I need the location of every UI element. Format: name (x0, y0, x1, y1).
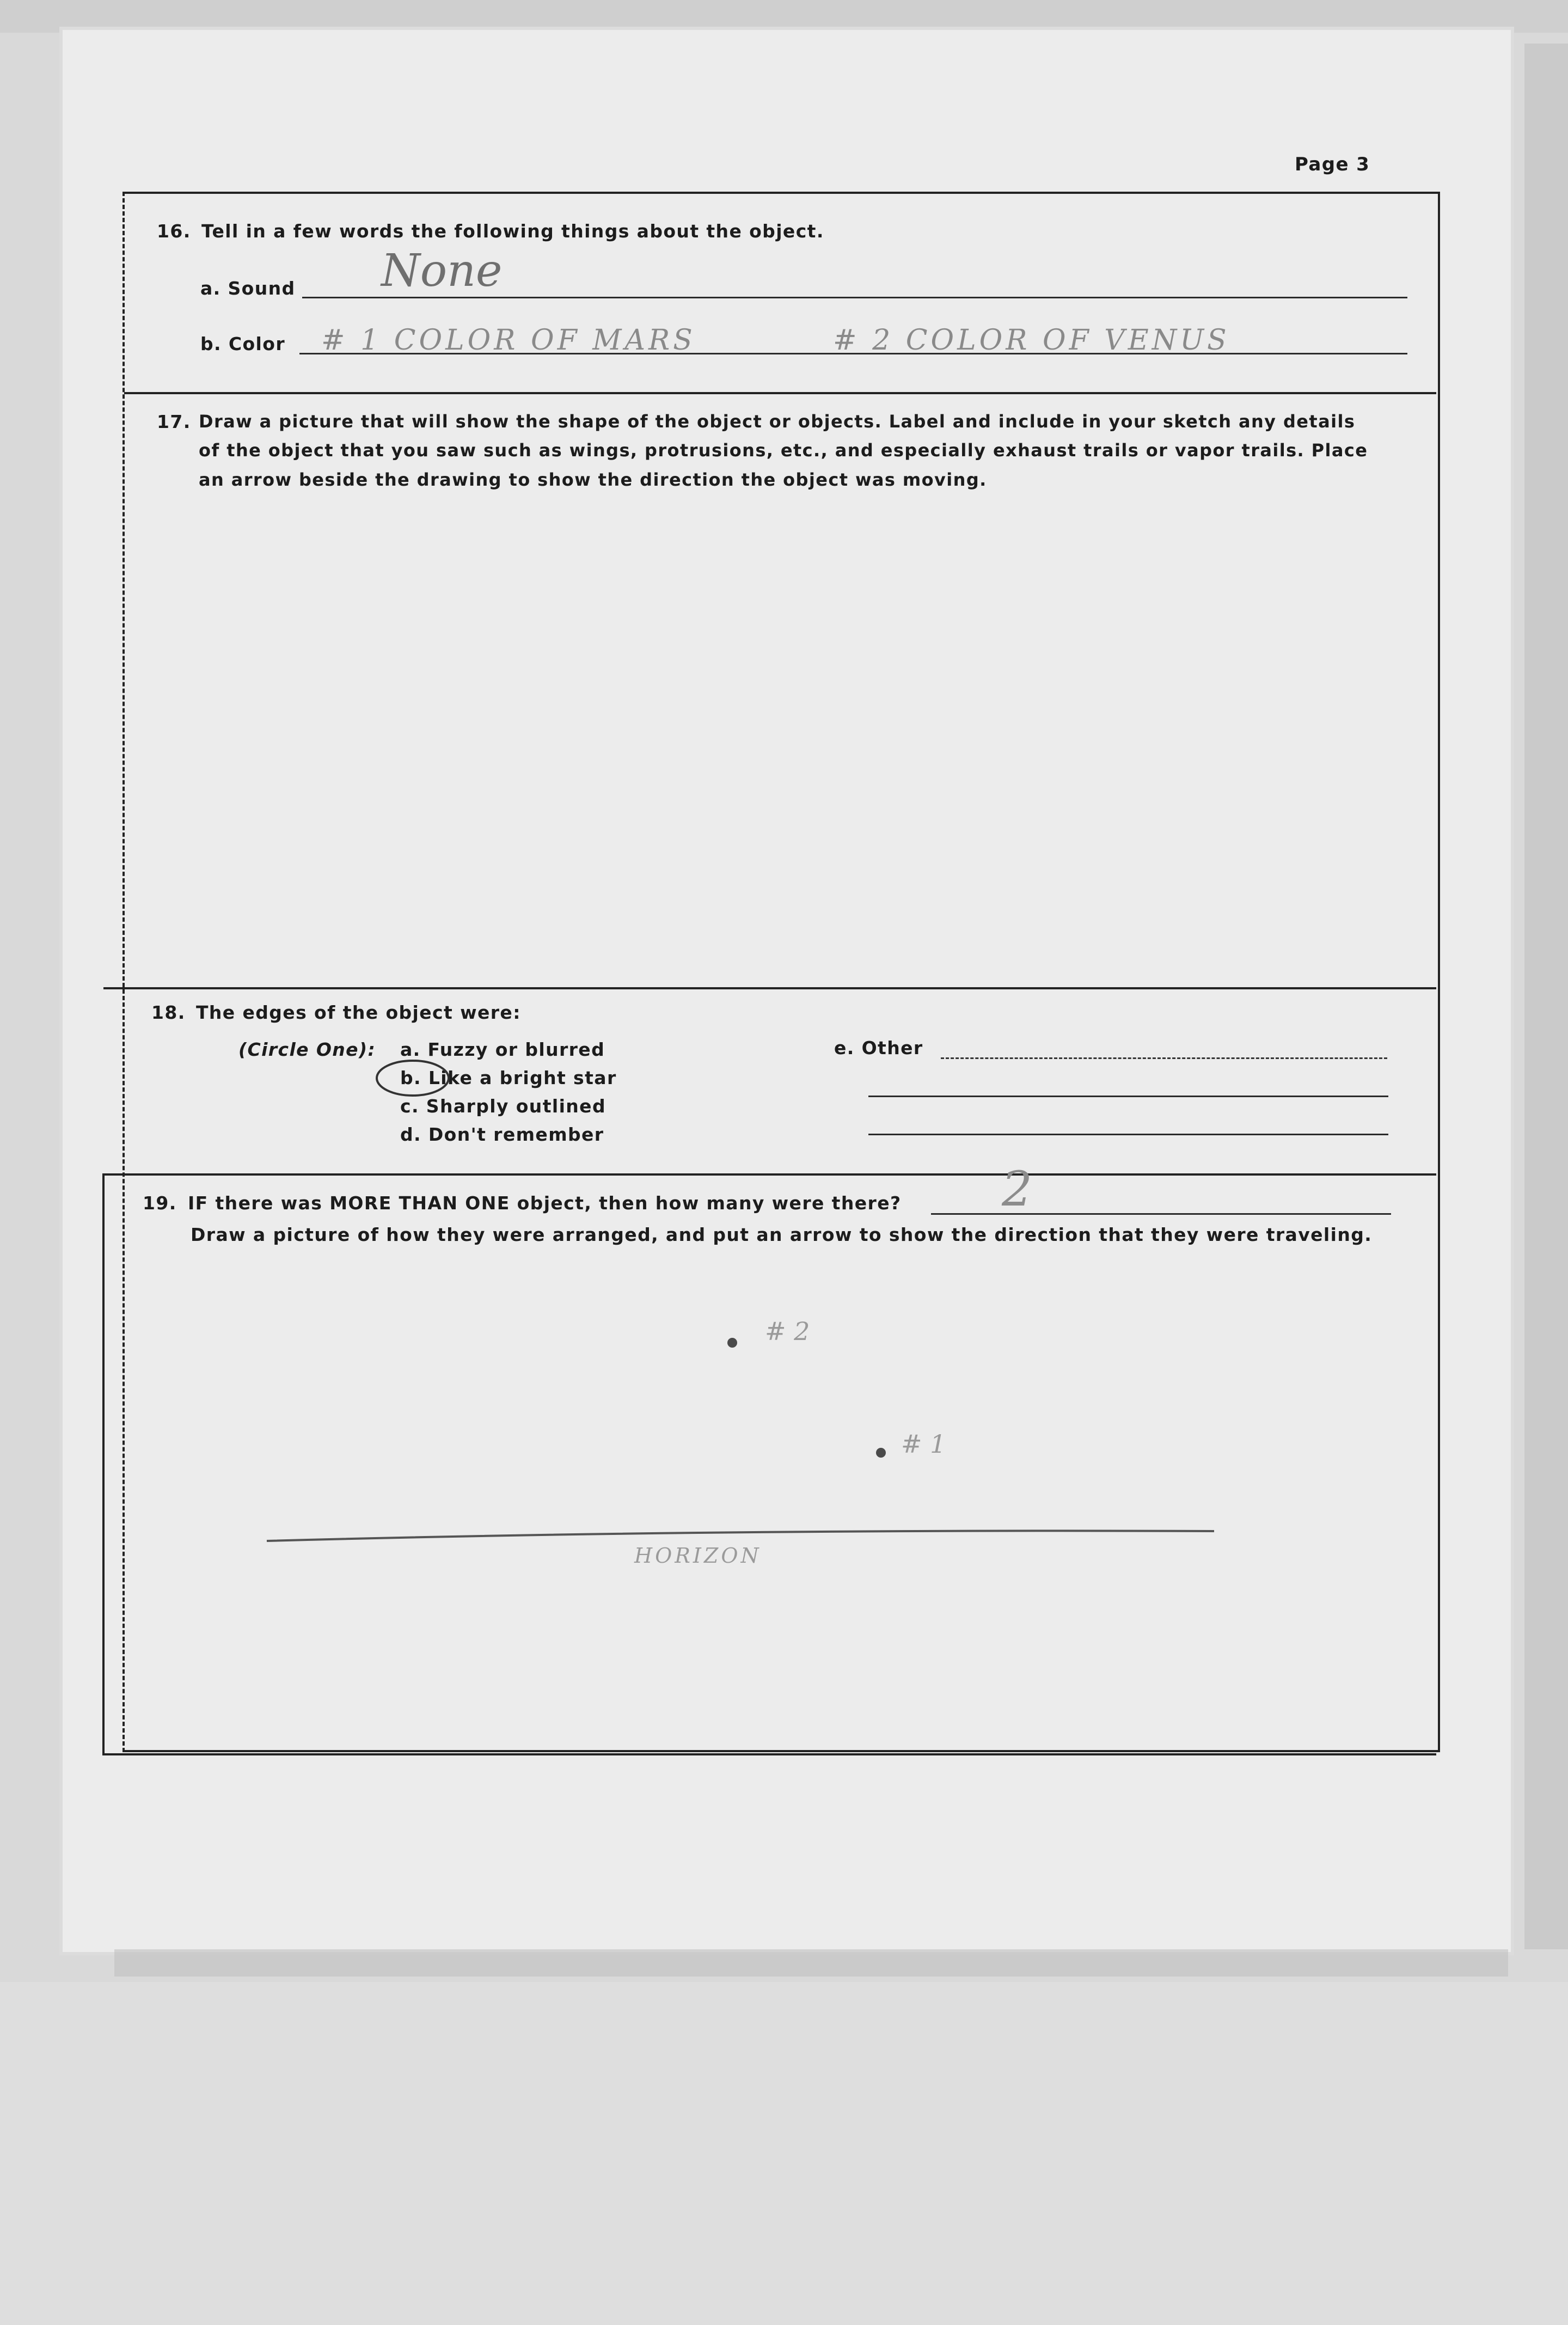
q19-line-2: Draw a picture of how they were arranged, and put an arrow to show the direction that they were traveling. (191, 1224, 1373, 1245)
page-number: Page 3 (1295, 154, 1370, 175)
q17-line-2: of the object that you saw such as wings, protrusions, etc., and especially exhaust trails or vapor trails. Place (199, 440, 1368, 461)
q17-number: 17. (157, 411, 191, 432)
q16a-answer: None (381, 245, 503, 297)
q18-option-b[interactable]: b. Like a bright star (400, 1067, 617, 1088)
divider-q19-bottom (102, 1753, 1436, 1755)
page-shadow (114, 1949, 1508, 1977)
q17-line-3: an arrow beside the drawing to show the direction the object was moving. (199, 469, 987, 490)
q16b-answer-2: # 2 COLOR OF VENUS (833, 324, 1230, 357)
object-1-label: # 1 (901, 1429, 946, 1459)
q18-circle-one: (Circle One): (238, 1039, 376, 1060)
q19-number: 19. (143, 1192, 177, 1214)
object-1-dot (876, 1448, 886, 1458)
q18-number: 18. (151, 1002, 186, 1023)
q18-option-a[interactable]: a. Fuzzy or blurred (400, 1039, 605, 1060)
q18-option-e[interactable]: e. Other (834, 1037, 923, 1059)
object-2-label: # 2 (765, 1317, 810, 1346)
q19-prompt: IF there was MORE THAN ONE object, then how many were there? (188, 1192, 902, 1214)
q16b-label: b. Color (200, 333, 285, 354)
q16-prompt: Tell in a few words the following things about the object. (201, 221, 824, 242)
q17-line-1: Draw a picture that will show the shape of the object or objects. Label and include in your sketch any details (199, 411, 1356, 432)
q18-option-d[interactable]: d. Don't remember (400, 1124, 604, 1145)
object-2-dot (727, 1338, 737, 1348)
horizon-line (267, 1531, 1214, 1541)
q16-number: 16. (157, 221, 191, 242)
film-lower-area (0, 1982, 1568, 2325)
q18-prompt: The edges of the object were: (196, 1002, 521, 1023)
horizon-label: HORIZON (634, 1544, 762, 1568)
q19-answer[interactable]: 2 (1002, 1161, 1032, 1217)
q16a-label: a. Sound (200, 278, 296, 299)
q18-option-c[interactable]: c. Sharply outlined (400, 1096, 606, 1117)
q16b-answer-1: # 1 COLOR OF MARS (321, 324, 696, 357)
